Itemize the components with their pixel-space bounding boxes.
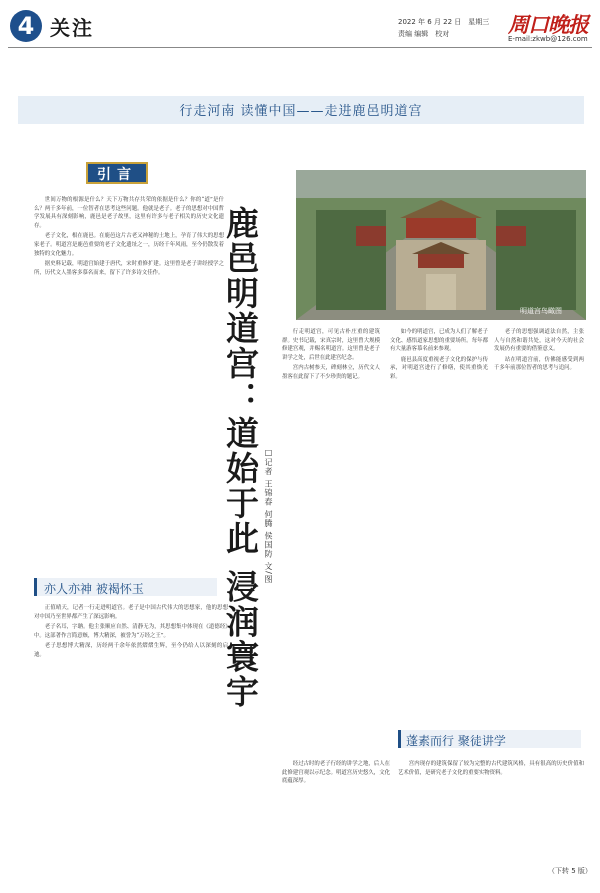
section-2-column-1 [282, 328, 380, 694]
photo-caption: 明道宫鸟瞰图 [520, 307, 562, 315]
header-divider [8, 47, 592, 48]
intro-paragraph: 老子文化，根在鹿邑。在鹿邑这片古老又神秘的土地上，孕育了伟大的思想家老子。明道宫是鹿邑重要的老子文化遗址之一，历经千年风雨，至今仍散发着独特的文化魅力。 [34, 233, 224, 257]
section-3-column-2 [398, 760, 584, 870]
page-number: 4 [10, 10, 42, 42]
continued-note: （下转 5 版） [548, 867, 592, 875]
aerial-photo-image [296, 170, 586, 320]
section-2-column-3 [494, 328, 584, 694]
intro-paragraph: 据史料记载，明道宫始建于唐代，宋时重修扩建。这里曾是老子讲经授学之所，历代文人墨客多慕名而来，留下了许多诗文佳作。 [34, 261, 224, 276]
newspaper-logo: 周口晚报 [508, 12, 588, 37]
email-address: E-mail:zkwb@126.com [508, 35, 588, 43]
body-paragraph: 站在明道宫前，仿佛能感受到两千多年前那位智者的思考与追问。 [494, 356, 584, 372]
body-paragraph: 老子名耳，字聃。他主张顺应自然、清静无为，其思想集中体现在《道德经》中。这部著作言简意赅，博大精深，被誉为“万经之王”。 [34, 624, 228, 639]
body-paragraph: 经过古时的老子行经的讲学之地，后人在此修建宫观以示纪念。明道宫历史悠久，文化底蕴深厚。 [282, 761, 390, 785]
aerial-photo [296, 170, 586, 320]
body-paragraph: 老子的思想强调道法自然，主张人与自然和谐共处，这对今天的社会发展仍有重要的借鉴意义。 [494, 329, 584, 353]
body-paragraph: 宫内古树参天，碑刻林立，历代文人墨客在此留下了不少珍贵的题记。 [282, 365, 380, 380]
issue-date: 2022 年 6 月 22 日 星期三 [398, 18, 490, 26]
section-2-column-2 [390, 328, 488, 694]
banner-title: 行走河南 读懂中国——走进鹿邑明道宫 [179, 104, 423, 119]
body-paragraph: 如今的明道宫，已成为人们了解老子文化、感悟道家思想的重要场所。每年都有大量游客慕名前来参观。 [390, 329, 488, 353]
section-1-text [34, 604, 228, 872]
article-byline: □记者 王锦春 何腾 侯国防 文/图 [264, 448, 273, 584]
staff-line: 责编 编辑 校对 [398, 30, 450, 38]
subheading-1: 亦人亦神 被褐怀玉 [44, 582, 144, 596]
body-paragraph: 宫内现存的建筑保留了较为完整的古代建筑风格，具有很高的历史价值和艺术价值，是研究老子文化的重要实物资料。 [398, 761, 584, 776]
section-title: 关注 [50, 16, 94, 40]
body-paragraph: 正值晴天，记者一行走进明道宫。老子是中国古代伟大的思想家，他的思想对中国乃至世界都产生了深远影响。 [34, 605, 228, 620]
article-title: 鹿邑明道宫：道始于此 浸润寰宇 [221, 206, 260, 710]
body-paragraph: 行走明道宫，可见古朴庄重的建筑群。史书记载，宋真宗时，这里曾大规模修建宫观，并赐名明道宫。这里曾是老子讲学之处，后世在此建宫纪念。 [282, 329, 380, 361]
intro-text [34, 196, 224, 496]
body-paragraph: 老子思想博大精深，历经两千余年依然熠熠生辉，至今仍给人以深刻的启迪。 [34, 643, 228, 658]
body-paragraph: 鹿邑县高度重视老子文化的保护与传承，对明道宫进行了修缮，使其重焕光彩。 [390, 356, 488, 380]
section-3-column-1 [282, 760, 390, 870]
subheading-2: 蓬素而行 聚徒讲学 [406, 734, 506, 748]
intro-paragraph: 世间万物的根源是什么？天下万物共存共荣的依据是什么？你的“道”是什么？两千多年前，一位智者在思考这些问题。他就是老子。老子的思想对中国哲学发展具有深刻影响，鹿邑是老子故里，这里有许多与老子相关的历史文化遗存。 [34, 197, 224, 229]
intro-badge: 引言 [86, 162, 148, 184]
